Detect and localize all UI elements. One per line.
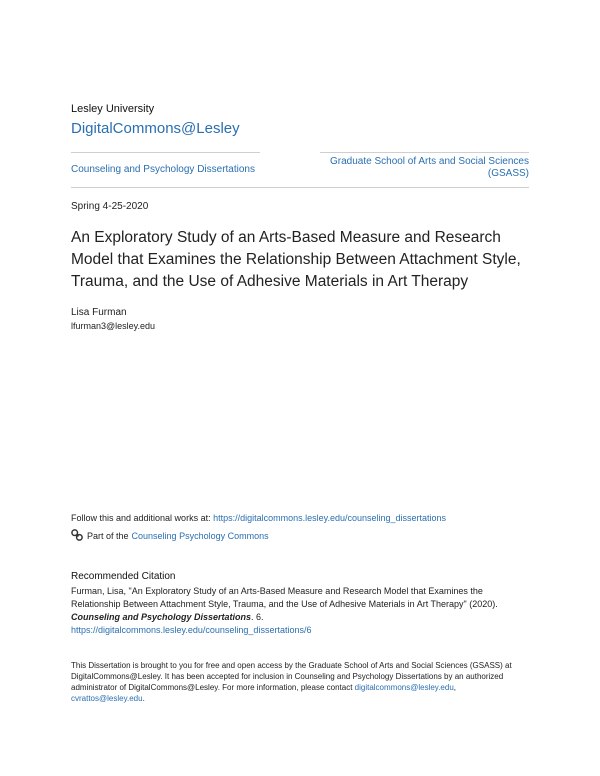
contact-email-1[interactable]: digitalcommons@lesley.edu (354, 683, 454, 692)
citation-heading: Recommended Citation (71, 571, 176, 582)
follow-line (71, 513, 446, 523)
access-notice (71, 660, 531, 704)
commons-link[interactable]: Counseling Psychology Commons (131, 530, 269, 541)
notice-end: . (142, 694, 145, 703)
citation-text: Furman, Lisa, "An Exploratory Study of an Arts-Based Measure and Research Model that Examines the Relationship Between Attachment Style, Trauma, and the Use of Adhesive Materials in Art Therapy" (2020). (71, 586, 498, 609)
school-line-2: (GSASS) (487, 168, 529, 179)
follow-link[interactable]: https://digitalcommons.lesley.edu/counseling_dissertations (213, 513, 447, 523)
citation-url[interactable]: https://digitalcommons.lesley.edu/counseling_dissertations/6 (71, 625, 312, 635)
divider-right (320, 152, 529, 153)
divider-full (71, 187, 529, 188)
notice-sep: , (453, 683, 457, 692)
publication-date: Spring 4-25-2020 (71, 201, 149, 212)
document-title: An Exploratory Study of an Arts-Based Measure and Research Model that Examines the Relationship Between Attachment Style, Trauma, and the Use of Adhesive Materials in Art Therapy (71, 229, 521, 290)
divider-left (71, 152, 260, 153)
part-of-line (71, 529, 269, 542)
collection-series-link[interactable]: Counseling and Psychology Dissertations (71, 164, 255, 175)
network-icon (71, 529, 84, 542)
citation-body (71, 585, 531, 637)
follow-prefix: Follow this and additional works at: (71, 513, 214, 523)
school-line-1: Graduate School of Arts and Social Sciences (329, 156, 529, 167)
institution-name: Lesley University (71, 103, 155, 115)
citation-series: Counseling and Psychology Dissertations (71, 612, 252, 622)
contact-email-2[interactable]: cvrattos@lesley.edu (71, 694, 143, 703)
repository-link[interactable]: DigitalCommons@Lesley (71, 120, 240, 137)
collection-school-link[interactable] (299, 156, 529, 180)
part-of-prefix: Part of the (87, 530, 129, 541)
author-name: Lisa Furman (71, 307, 127, 318)
citation-number: . 6. (251, 612, 264, 622)
author-email: lfurman3@lesley.edu (71, 321, 156, 331)
notice-text: This Dissertation is brought to you for free and open access by the Graduate School of Arts and Social Sciences (GSASS) at DigitalCommons@Lesley. It has been accepted for inclusion in Counseling and Psychology Dissertations by an authorized administrator of DigitalCommons@Lesley. For more information, please contact (71, 661, 512, 692)
